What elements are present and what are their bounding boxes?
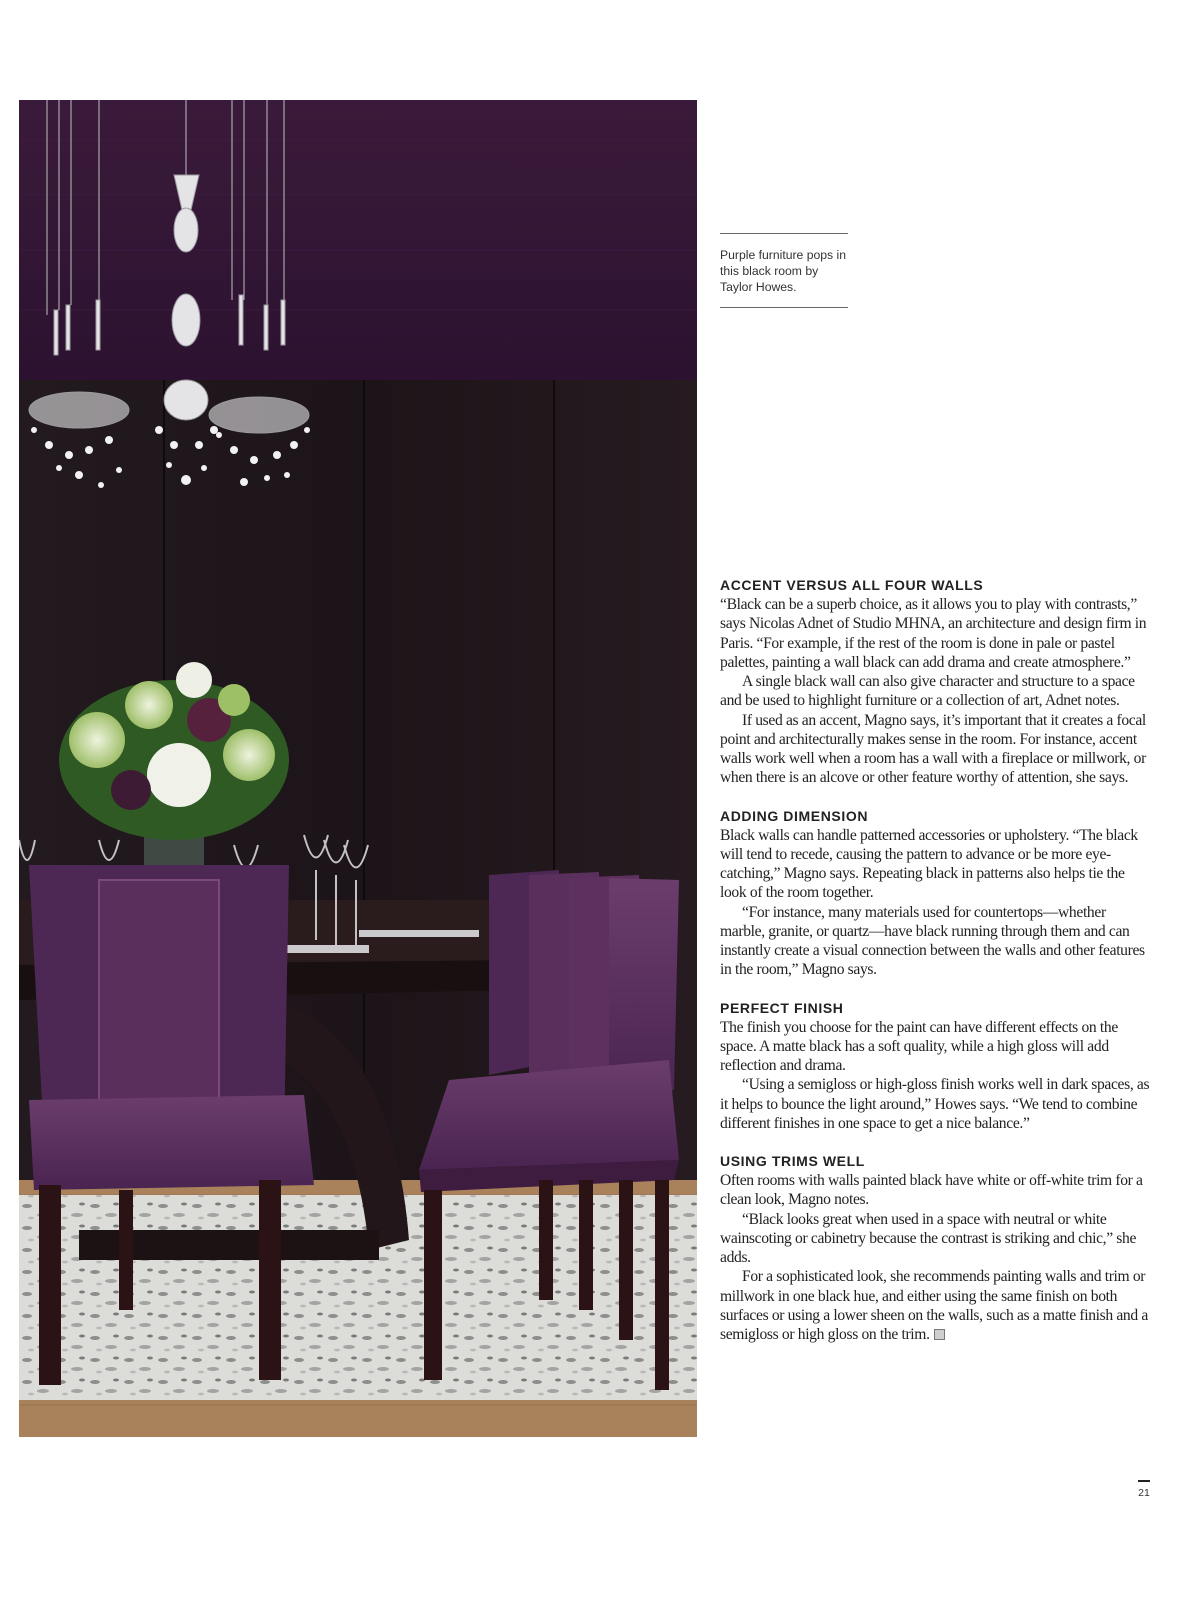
paragraph: The finish you choose for the paint can have different effects on the space. A matte black has a soft quality, while a high gloss will add reflection and drama. <box>720 1018 1118 1074</box>
article-body <box>720 576 1150 1363</box>
section-heading: USING TRIMS WELL <box>720 1153 865 1169</box>
photo-caption: Purple furniture pops in this black room by Taylor Howes. <box>720 233 848 308</box>
section-using-trims <box>720 1152 1150 1344</box>
paragraph: “For instance, many materials used for countertops—whether marble, granite, or quartz—have black running through them and can instantly create a visual connection between the walls and other features in the room,” Magno says. <box>720 903 1145 979</box>
paragraph <box>720 1267 1150 1344</box>
section-heading: ACCENT VERSUS ALL FOUR WALLS <box>720 577 984 593</box>
end-mark-icon <box>934 1329 945 1340</box>
paragraph: A single black wall can also give character and structure to a space and be used to highlight furniture or a collection of art, Adnet notes. <box>720 673 1135 710</box>
paragraph: Black walls can handle patterned accessories or upholstery. “The black will tend to recede, causing the pattern to advance or be more eye-catching,” Magno says. Repeating black in patterns also helps tie the look of the room together. <box>720 826 1138 902</box>
dining-room-photo <box>19 100 697 1437</box>
paragraph: If used as an accent, Magno says, it’s important that it creates a focal point and architecturally makes sense in the room. For instance, accent walls work well when a room has a wall with a fireplace or millwork, or when there is an alcove or other feature worthy of attention, she says. <box>720 711 1146 787</box>
section-heading: ADDING DIMENSION <box>720 807 869 824</box>
folio-rule <box>1138 1480 1150 1482</box>
page-number: 21 <box>1138 1487 1150 1499</box>
section-perfect-finish <box>720 999 1150 1134</box>
paragraph-text: For a sophisticated look, she recommends painting walls and trim or millwork in one black hue, and either using the same finish on both surfaces or using a lower sheen on the walls, such as a matte finish and a semigloss or high gloss on the trim. <box>720 1268 1148 1343</box>
section-adding-dimension <box>720 807 1150 980</box>
paragraph: “Black can be a superb choice, as it allows you to play with contrasts,” says Nicolas Adnet of Studio MHNA, an architecture and design firm in Paris. “For example, if the rest of the room is done in pale or pastel palettes, painting a wall black can add drama and create atmosphere.” <box>720 596 1147 671</box>
paragraph: “Black looks great when used in a space with neutral or white wainscoting or cabinetry because the contrast is striking and chic,” she adds. <box>720 1210 1137 1266</box>
section-accent-walls <box>720 576 1150 788</box>
paragraph: “Using a semigloss or high-gloss finish works well in dark spaces, as it helps to bounce the light around,” Howes says. “We tend to combine different finishes in one space to get a nice balance.” <box>720 1076 1150 1132</box>
paragraph: Often rooms with walls painted black have white or off-white trim for a clean look, Magno notes. <box>720 1172 1143 1209</box>
section-heading: PERFECT FINISH <box>720 999 844 1016</box>
